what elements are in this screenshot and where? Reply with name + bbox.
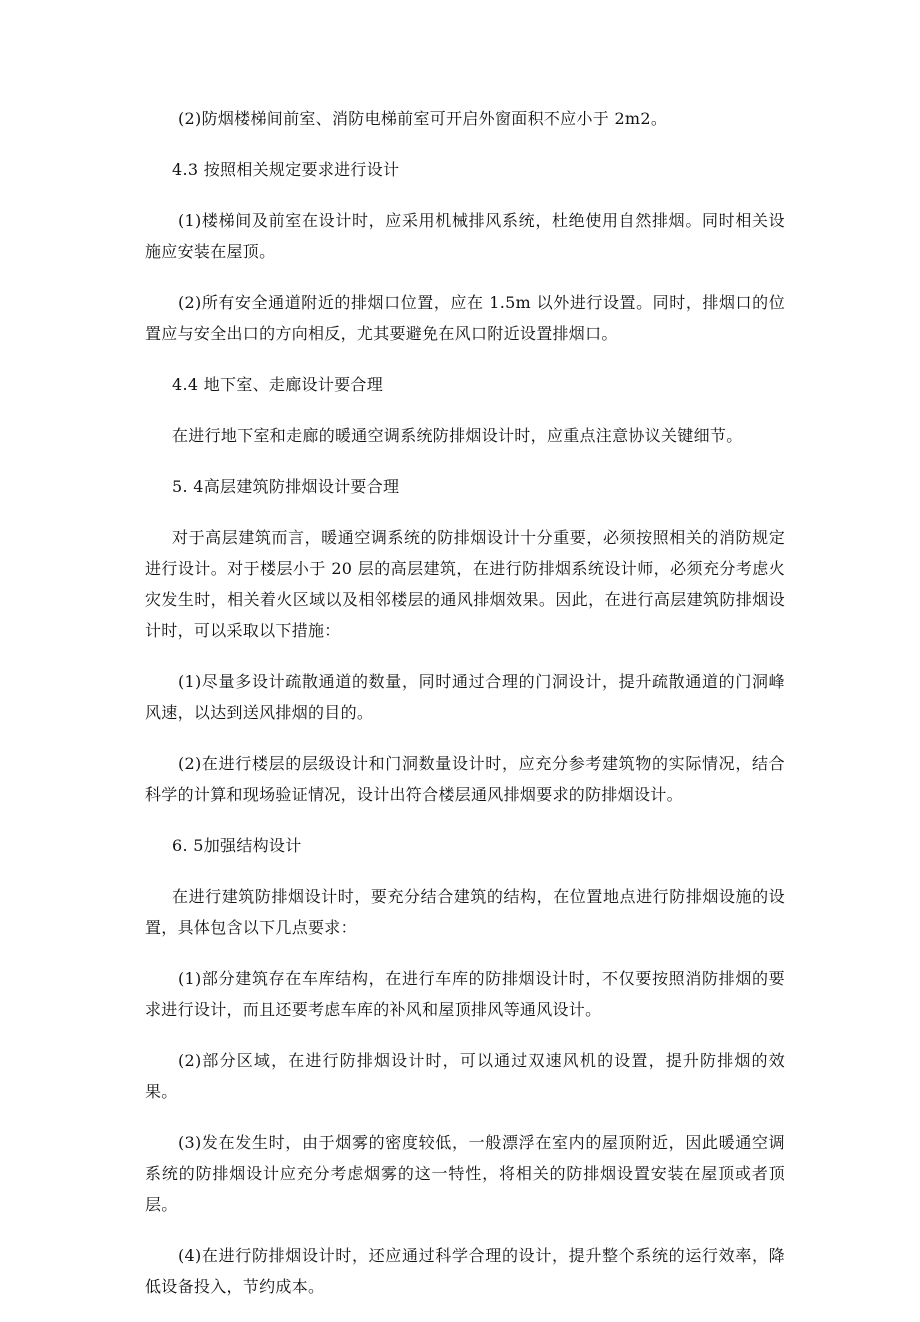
body-paragraph: 对于高层建筑而言，暖通空调系统的防排烟设计十分重要，必须按照相关的消防规定进行设计。对于楼层小于 20 层的高层建筑，在进行防排烟系统设计师，必须充分考虑火灾发生时，相关着火区域以及相邻楼层的通风排烟效果。因此，在进行高层建筑防排烟设计时，可以采取以下措施： <box>145 528 785 640</box>
list-item: (2)部分区域，在进行防排烟设计时，可以通过双速风机的设置，提升防排烟的效果。 <box>145 1051 785 1101</box>
section-heading: 6. 5加强结构设计 <box>172 836 302 855</box>
list-item: (2)所有安全通道附近的排烟口位置，应在 1.5m 以外进行设置。同时，排烟口的位置应与安全出口的方向相反，尤其要避免在风口附近设置排烟口。 <box>145 293 785 343</box>
body-paragraph: 在进行建筑防排烟设计时，要充分结合建筑的结构，在位置地点进行防排烟设施的设置，具体包含以下几点要求： <box>145 887 785 937</box>
section-heading: 5. 4高层建筑防排烟设计要合理 <box>172 477 400 496</box>
section-heading: 4.4 地下室、走廊设计要合理 <box>172 375 384 394</box>
list-item: (2)防烟楼梯间前室、消防电梯前室可开启外窗面积不应小于 2m2。 <box>178 109 668 128</box>
section-heading: 4.3 按照相关规定要求进行设计 <box>172 160 400 179</box>
document-page <box>145 103 785 1322</box>
list-item: (4)在进行防排烟设计时，还应通过科学合理的设计，提升整个系统的运行效率，降低设备投入，节约成本。 <box>145 1246 785 1296</box>
body-paragraph: 在进行地下室和走廊的暖通空调系统防排烟设计时，应重点注意协议关键细节。 <box>172 426 743 445</box>
list-item: (1)尽量多设计疏散通道的数量，同时通过合理的门洞设计，提升疏散通道的门洞峰风速，以达到送风排烟的目的。 <box>145 672 785 722</box>
list-item: (2)在进行楼层的层级设计和门洞数量设计时，应充分参考建筑物的实际情况，结合科学的计算和现场验证情况，设计出符合楼层通风排烟要求的防排烟设计。 <box>145 754 785 804</box>
list-item: (3)发在发生时，由于烟雾的密度较低，一般漂浮在室内的屋顶附近，因此暖通空调系统的防排烟设计应充分考虑烟雾的这一特性，将相关的防排烟设置安装在屋顶或者顶层。 <box>145 1133 785 1214</box>
list-item: (1)楼梯间及前室在设计时，应采用机械排风系统，杜绝使用自然排烟。同时相关设施应安装在屋顶。 <box>145 211 785 261</box>
list-item: (1)部分建筑存在车库结构，在进行车库的防排烟设计时，不仅要按照消防排烟的要求进行设计，而且还要考虑车库的补风和屋顶排风等通风设计。 <box>145 969 785 1019</box>
